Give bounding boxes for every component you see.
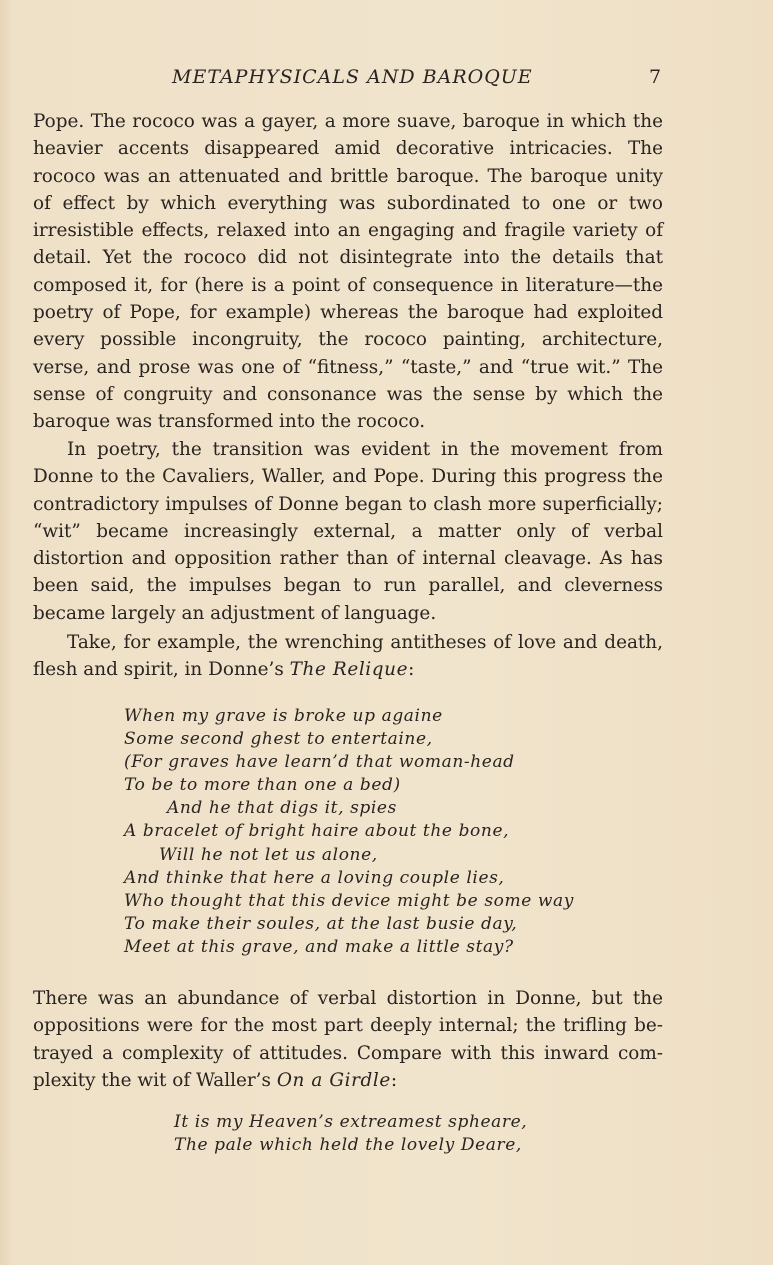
- paragraph-waller-comparison: [33, 985, 663, 1094]
- poem-title-on-a-girdle: On a Girdle: [276, 1069, 391, 1091]
- verse-line: When my grave is broke up againe: [124, 706, 443, 726]
- paragraph-waller-comparison-text: There was an abundance of verbal distortion in Donne, but the oppositions were for the most part deeply internal; the trifling betrayed a complexity of attitudes. Compare with this inward complexity the wit of Waller’s: [33, 988, 663, 1091]
- verse-line: And he that digs it, spies: [167, 798, 397, 819]
- verse-line: The pale which held the lovely Deare,: [174, 1135, 522, 1156]
- paragraph-example-intro-text: Take, for example, the wrenching antitheses of love and death, flesh and spirit, in Donne’s: [33, 632, 663, 681]
- verse-line: A bracelet of bright haire about the bone,: [124, 821, 510, 842]
- verse-line: Some second ghest to entertaine,: [124, 729, 433, 750]
- page-header: [0, 66, 773, 96]
- verse-line: To make their soules, at the last busie day,: [124, 913, 518, 934]
- verse-quote-the-relique: [124, 705, 574, 959]
- verse-line: Will he not let us alone,: [159, 844, 378, 865]
- verse-line: Meet at this grave, and make a little stay?: [124, 936, 514, 957]
- verse-line: And thinke that here a loving couple lies,: [124, 867, 505, 888]
- running-title: METAPHYSICALS AND BAROQUE: [172, 66, 533, 88]
- paragraph-example-intro: [33, 629, 663, 684]
- verse-quote-on-a-girdle: [174, 1111, 527, 1157]
- verse-line: It is my Heaven’s extreamest spheare,: [174, 1112, 528, 1132]
- paragraph-transition: In poetry, the transition was evident in the movement from Donne to the Cavaliers, Waller, and Pope. During this progress the contradictory impulses of Donne began to clash more superficially; “wit” became increasingly external, a matter only of verbal distortion and opposition rather than of internal cleavage. As has been said, the impulses began to run parallel, and cleverness became largely an adjustment of language.: [33, 439, 663, 624]
- page-number: 7: [649, 66, 662, 88]
- paragraph-rococo: Pope. The rococo was a gayer, a more suave, baroque in which the heavier accents disappeared amid decorative intricacies. The rococo was an attenuated and brittle baroque. The baroque unity of effect by which everything was subordinated to one or two irresistible effects, relaxed into an engaging and fragile variety of detail. Yet the rococo did not disintegrate into the details that composed it, for (here is a point of consequence in literature—the poetry of Pope, for example) whereas the baroque had exploited every possible incongruity, the rococo painting, architecture, verse, and prose was one of “fitness,” “taste,” and “true wit.” The sense of congruity and consonance was the sense by which the baroque was transformed into the rococo.: [33, 111, 663, 433]
- paragraph-waller-comparison-colon: :: [390, 1069, 398, 1091]
- verse-line: Who thought that this device might be some way: [124, 890, 574, 911]
- poem-title-the-relique: The Relique: [289, 659, 409, 681]
- verse-line: To be to more than one a bed): [124, 775, 401, 796]
- paragraph-example-intro-colon: :: [408, 659, 415, 681]
- verse-line: (For graves have learn’d that woman-head: [124, 752, 515, 773]
